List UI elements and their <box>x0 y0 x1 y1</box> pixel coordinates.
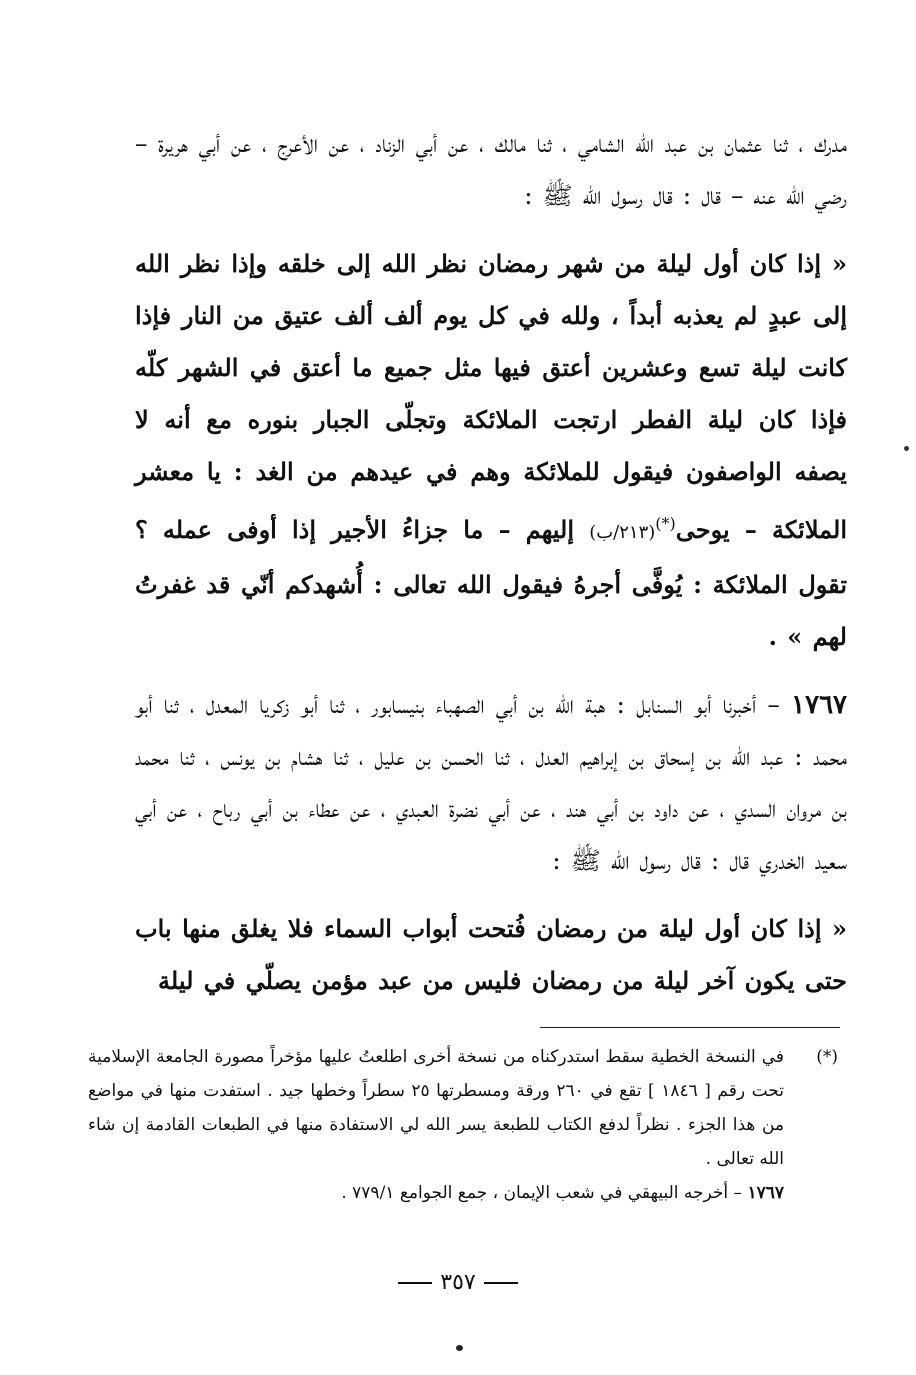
footnote-2-text: – أخرجه البيهقي في شعب الإيمان ، جمع الجوامع ٧٧٩/١ . <box>341 1183 743 1203</box>
folio-reference: (٢١٣/ب) <box>589 522 656 543</box>
isnad-paragraph <box>135 118 847 222</box>
hadith-text-paragraph <box>135 238 847 663</box>
footnote-divider <box>540 1027 840 1028</box>
hadith-1767-isnad <box>135 679 847 887</box>
hadith-1767-matn-text: « إذا كان أول ليلة من رمضان فُتحت أبواب السماء فلا يغلق منها باب حتى يكون آخر ليلة من رمضان فليس من عبد مؤمن يصلّي في ليلة <box>135 914 847 995</box>
footnote-2-number: ١٧٦٧ <box>747 1183 784 1203</box>
page-number-dash-right <box>484 1282 518 1284</box>
isnad-text: مدرك ، ثنا عثمان بن عبد الله الشامي ، ثنا مالك ، عن أبي الزناد ، عن الأعرج ، عن أبي هريرة – رضي الله عنه – قال : قال رسول الله ﷺ : <box>135 129 847 210</box>
page-number-value: ٣٥٧ <box>440 1270 476 1295</box>
footnote-2 <box>88 1176 838 1210</box>
main-text <box>135 118 847 1007</box>
hadith-number: ١٧٦٧ <box>791 690 848 720</box>
bottom-mark <box>456 1345 463 1351</box>
footnote-1-mark: (*) <box>816 1047 838 1067</box>
page-number-dash-left <box>398 1282 432 1284</box>
hadith-text-continuation: إليهم – ما جزاءُ الأجير إذا أوفى عمله ؟ تقول الملائكة : يُوفَّى أجرهُ فيقول الله تعالى : أُشهدكم أنّي قد غفرتُ لهم » . <box>135 515 847 651</box>
page-number <box>0 1270 916 1295</box>
footnote-1 <box>88 1040 838 1176</box>
hadith-text: « إذا كان أول ليلة من شهر رمضان نظر الله إلى خلقه وإذا نظر الله إلى عبدٍ لم يعذبه أبداً ، ولله في كل يوم ألف ألف عتيق من النار فإذا كانت ليلة تسع وعشرين أعتق فيها مثل جميع ما أعتق في الشهر كلّه فإذا كان ليلة الفطر ارتجت الملائكة وتجلّى الجبار بنوره مع أنه لا يصفه الواصفون فيقول للملائكة وهم في عيدهم من الغد : يا معشر الملائكة – يوحى <box>135 249 848 544</box>
hadith-1767-matn <box>135 903 847 1007</box>
footnote-2-spacer <box>784 1176 838 1210</box>
footnotes <box>88 1040 838 1210</box>
hadith-1767-text: – أخبرنا أبو السنابل : هبة الله بن أبي الصهباء بنيسابور ، ثنا أبو زكريا المعدل ، ثنا أبو محمد : عبد الله بن إسحاق بن إبراهيم العدل ، ثنا الحسن بن عليل ، ثنا هشام بن يونس ، ثنا محمد بن مروان السدي ، عن داود بن أبي هند ، عن أبي نضرة العبدي ، عن عطاء بن أبي رباح ، عن أبي سعيد الخدري قال : قال رسول الله ﷺ : <box>135 690 847 875</box>
footnote-marker: (*) <box>655 514 676 533</box>
margin-dot <box>904 446 909 451</box>
footnote-2-body <box>88 1176 784 1210</box>
footnote-1-text: في النسخة الخطية سقط استدركناه من نسخة أخرى اطلعتُ عليها مؤخراً مصورة الجامعة الإسلامية تحت رقم [ ١٨٤٦ ] تقع في ٢٦٠ ورقة ومسطرتها ٢٥ سطراً وخطها جيد . استفدت منها في مواضع من هذا الجزء . نظراً لدفع الكتاب للطبعة يسر الله لي الاستفادة منها في الطبعات القادمة إن شاء الله تعالى . <box>88 1047 784 1169</box>
